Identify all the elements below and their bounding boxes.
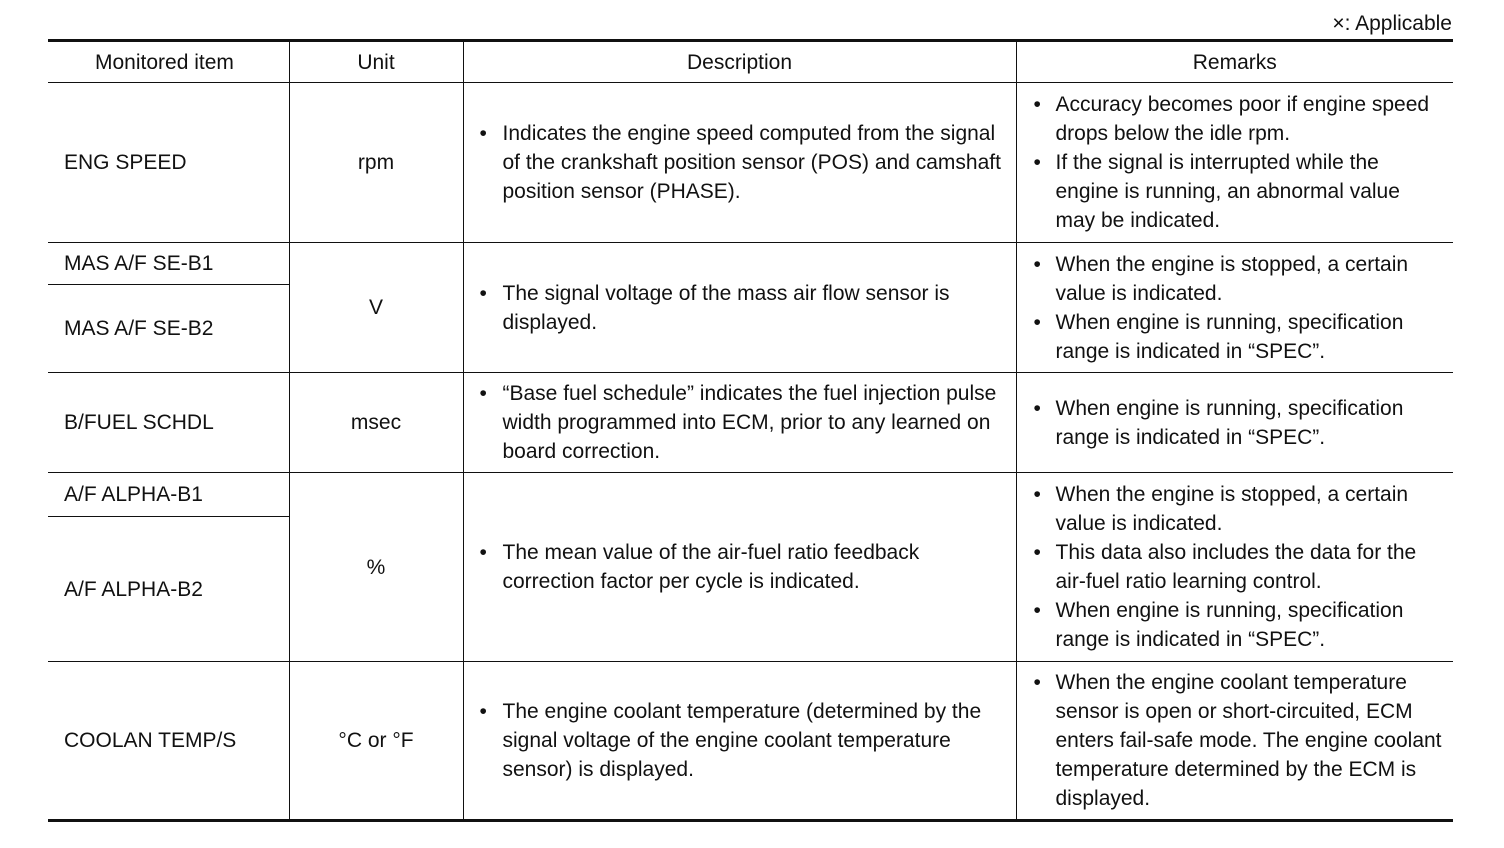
remark-bullet: • When the engine is stopped, a certain value is indicated.	[1031, 250, 1446, 308]
unit-cell: V	[289, 243, 463, 373]
description-bullet: • The engine coolant temperature (determined by the signal voltage of the engine coolant temperature sensor) is displayed.	[478, 697, 1010, 784]
monitored-item: A/F ALPHA-B2	[48, 517, 289, 662]
description-cell	[463, 83, 1016, 243]
unit-cell: rpm	[289, 83, 463, 243]
remark-bullet: • When engine is running, specification range is indicated in “SPEC”.	[1031, 394, 1446, 452]
table-row	[48, 243, 1453, 285]
remark-bullet: • When engine is running, specification range is indicated in “SPEC”.	[1031, 596, 1446, 654]
monitored-item: MAS A/F SE-B1	[48, 243, 289, 285]
description-cell	[463, 473, 1016, 662]
monitored-item: A/F ALPHA-B1	[48, 473, 289, 517]
header-unit: Unit	[289, 41, 463, 83]
description-cell	[463, 662, 1016, 821]
table-row	[48, 83, 1453, 243]
remarks-cell	[1016, 373, 1453, 473]
remarks-cell	[1016, 243, 1453, 373]
description-bullet: • The mean value of the air-fuel ratio feedback correction factor per cycle is indicated.	[478, 538, 1010, 596]
table-row	[48, 662, 1453, 821]
unit-cell: msec	[289, 373, 463, 473]
description-bullet: • The signal voltage of the mass air flow sensor is displayed.	[478, 279, 1010, 337]
header-row	[48, 41, 1453, 83]
monitored-item: MAS A/F SE-B2	[48, 285, 289, 373]
remark-bullet: • If the signal is interrupted while the engine is running, an abnormal value may be indicated.	[1031, 148, 1446, 235]
unit-cell: °C or °F	[289, 662, 463, 821]
remarks-cell	[1016, 662, 1453, 821]
monitored-item: COOLAN TEMP/S	[48, 662, 289, 821]
remark-bullet: • When engine is running, specification range is indicated in “SPEC”.	[1031, 308, 1446, 366]
description-bullet: • Indicates the engine speed computed from the signal of the crankshaft position sensor (POS) and camshaft position sensor (PHASE).	[478, 119, 1010, 206]
monitored-items-table	[48, 39, 1453, 822]
remark-bullet: • When the engine is stopped, a certain value is indicated.	[1031, 480, 1446, 538]
remark-bullet: • Accuracy becomes poor if engine speed drops below the idle rpm.	[1031, 90, 1446, 148]
table-row	[48, 473, 1453, 517]
monitored-item: B/FUEL SCHDL	[48, 373, 289, 473]
remark-bullet: • This data also includes the data for the air-fuel ratio learning control.	[1031, 538, 1446, 596]
applicable-legend: ×: Applicable	[1332, 12, 1452, 35]
remark-bullet: • When the engine coolant temperature sensor is open or short-circuited, ECM enters fail-safe mode. The engine coolant temperature determined by the ECM is displayed.	[1031, 668, 1446, 813]
description-cell	[463, 373, 1016, 473]
description-cell	[463, 243, 1016, 373]
remarks-cell	[1016, 473, 1453, 662]
header-remarks: Remarks	[1016, 41, 1453, 83]
unit-cell: %	[289, 473, 463, 662]
header-description: Description	[463, 41, 1016, 83]
header-monitored-item: Monitored item	[48, 41, 289, 83]
monitored-item: ENG SPEED	[48, 83, 289, 243]
description-bullet: • “Base fuel schedule” indicates the fuel injection pulse width programmed into ECM, prior to any learned on board correction.	[478, 379, 1010, 466]
table-row	[48, 373, 1453, 473]
remarks-cell	[1016, 83, 1453, 243]
